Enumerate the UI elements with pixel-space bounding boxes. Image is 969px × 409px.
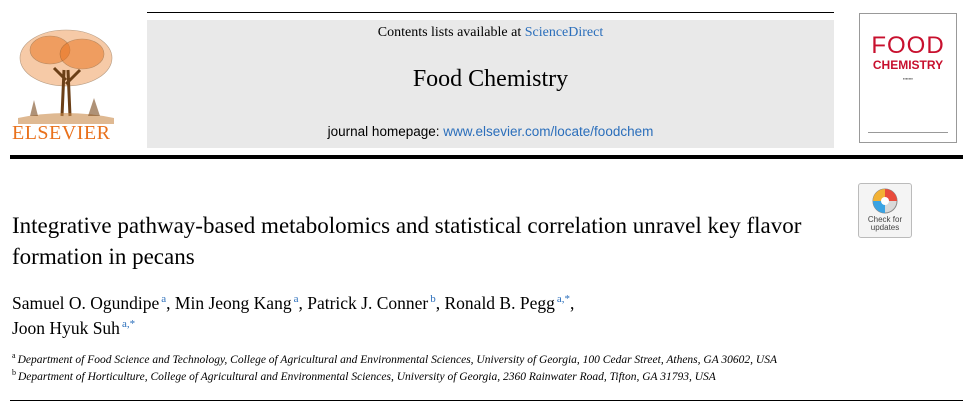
journal-cover-thumbnail — [859, 13, 957, 143]
cover-title-chemistry: CHEMISTRY — [872, 58, 944, 72]
header-top-rule — [147, 12, 834, 13]
elsevier-wordmark: ELSEVIER — [12, 122, 111, 144]
author[interactable]: Samuel O. Ogundipe $^a$, — [12, 293, 175, 313]
article-title: Integrative pathway-based metabolomics and statistical correlation unravel key flavor formation in pecans — [12, 213, 802, 269]
sciencedirect-link[interactable]: ScienceDirect — [524, 25, 604, 40]
header-thick-rule — [10, 155, 963, 159]
author[interactable]: Min Jeong Kang $^a$, — [174, 293, 308, 313]
bottom-rule — [10, 400, 963, 401]
check-updates-label: Check for updates — [867, 215, 903, 232]
check-updates-icon — [859, 186, 911, 218]
author[interactable]: Ronald B. Pegg $^{a,*}$, — [444, 293, 575, 313]
homepage-line: journal homepage: www.elsevier.com/locate/foodchem — [327, 124, 654, 139]
author[interactable]: Joon Hyuk Suh $^{a,*}$ — [12, 318, 136, 338]
homepage-link[interactable]: www.elsevier.com/locate/foodchem — [443, 124, 654, 139]
check-for-updates-badge[interactable] — [858, 183, 912, 238]
cover-small-text: ▪▪▪▪▪▪▪ — [903, 76, 913, 81]
contents-line: Contents lists available at ScienceDirect — [377, 25, 604, 40]
author-list — [12, 291, 852, 341]
affiliations — [12, 352, 912, 386]
cover-title-food: FOOD — [871, 32, 945, 59]
affiliation-item: $^b$ Department of Horticulture, College of Agricultural and Environmental Sciences, University of Georgia, 2360 Rainwater Road, Tifton, GA 31793, USA — [12, 368, 716, 383]
journal-header-box — [147, 20, 834, 148]
author[interactable]: Patrick J. Conner $^b$, — [307, 293, 445, 313]
affiliation-item: $^a$ Department of Food Science and Technology, College of Agricultural and Environmental Sciences, University of Georgia, 100 Cedar Street, Athens, GA 30602, USA — [12, 351, 777, 366]
cover-divider — [868, 132, 948, 133]
journal-title: Food Chemistry — [412, 66, 569, 92]
